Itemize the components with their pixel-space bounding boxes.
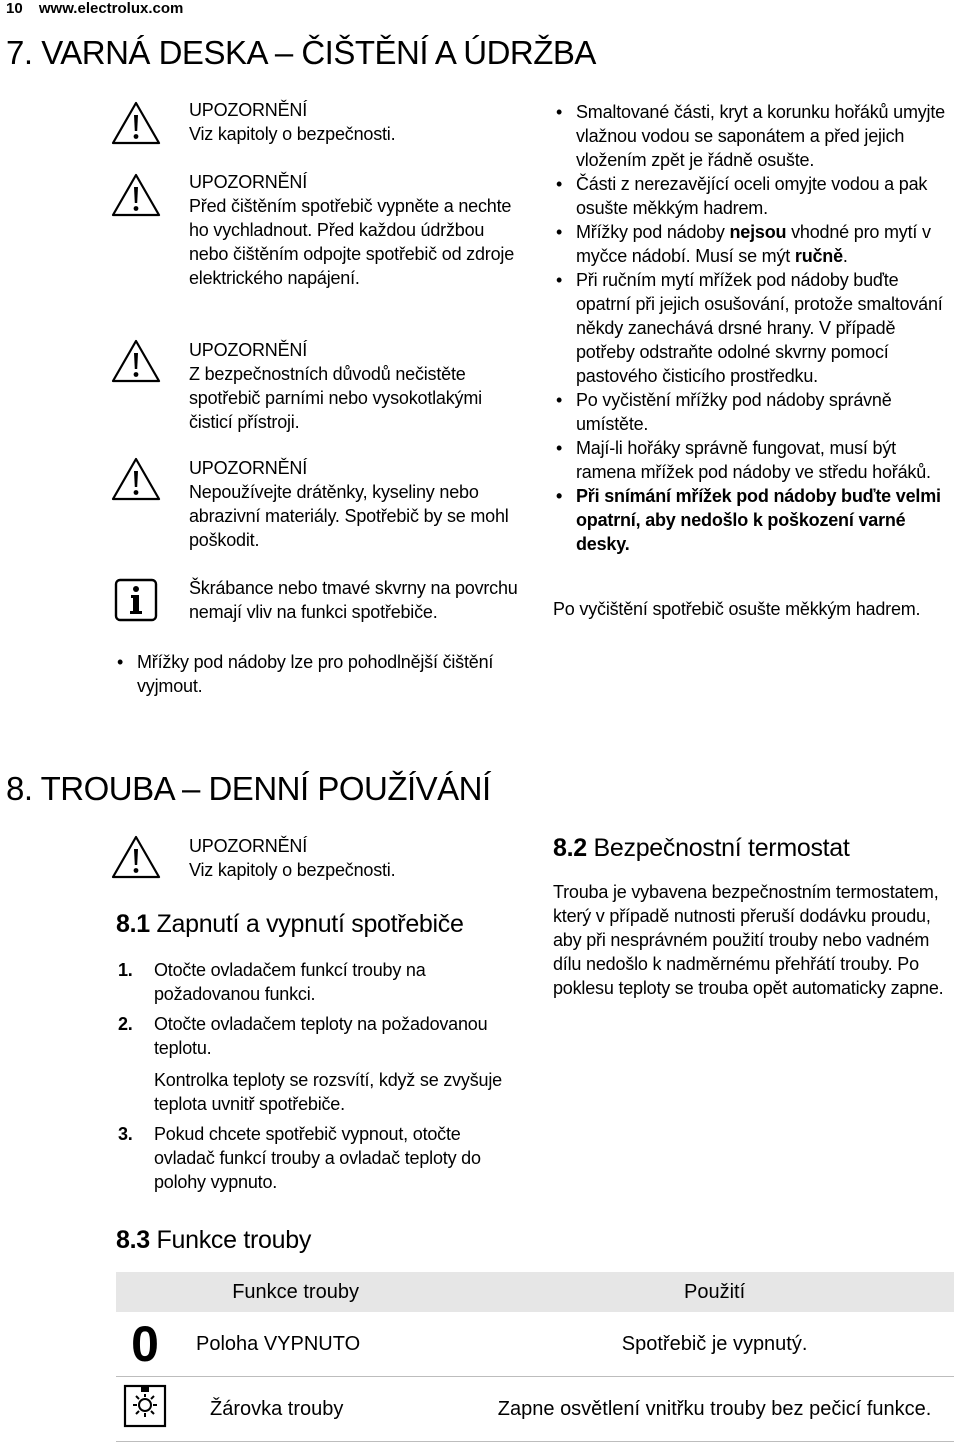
warning-text: Viz kapitoly o bezpečnosti.: [189, 860, 396, 880]
subsection-8-3-title: 8.3 Funkce trouby: [116, 1226, 312, 1254]
warning-title: UPOZORNĚNÍ: [189, 340, 308, 360]
info-text: Škrábance nebo tmavé skvrny na povrchu nemají vliv na funkci spotřebiče.: [189, 578, 518, 622]
warning-block: [189, 456, 524, 552]
thermostat-text: Trouba je vybavena bezpečnostním termostatem, který v případě nutnosti přeruší dodávku proudu, aby při nesprávném použití trouby nebo vadném dílu nedošlo k nadměrnému přehřátí trouby. Po poklesu teploty se trouba opět automaticky zapne.: [553, 882, 944, 998]
subsection-8-2-title: 8.2 Bezpečnostní termostat: [553, 834, 850, 862]
oven-functions-table: [116, 1272, 954, 1442]
left-bullet-list: [114, 650, 534, 698]
step-item: 2. Otočte ovladačem teploty na požadovanou teplotu. Kontrolka teploty se rozsvítí, když se zvyšuje teplota uvnitř spotřebiče.: [118, 1012, 518, 1116]
table-header-row: [116, 1272, 954, 1312]
list-item: • Mřížky pod nádoby lze pro pohodlnější čištění vyjmout.: [114, 650, 534, 698]
warning-icon: [110, 100, 162, 146]
warning-block: [189, 834, 524, 882]
step-item: 1. Otočte ovladačem funkcí trouby na požadovanou funkci.: [118, 960, 426, 1004]
table-cell: Poloha VYPNUTO: [174, 1312, 475, 1377]
table-cell: Zapne osvětlení vnitřku trouby bez pečicí funkce.: [475, 1377, 954, 1442]
list-item: • Po vyčistění mřížky pod nádoby správně umístěte.: [553, 388, 953, 436]
steps-list: [118, 958, 518, 1194]
warning-title: UPOZORNĚNÍ: [189, 172, 308, 192]
warning-block: [189, 170, 524, 290]
step-note: Kontrolka teploty se rozsvítí, když se zvyšuje teplota uvnitř spotřebiče.: [154, 1070, 502, 1114]
table-header-cell: Použití: [475, 1272, 954, 1312]
warning-block: [189, 98, 524, 146]
warning-text: Viz kapitoly o bezpečnosti.: [189, 124, 396, 144]
warning-block: [189, 338, 524, 434]
table-header-cell: Funkce trouby: [116, 1272, 475, 1312]
table-row: [116, 1312, 954, 1377]
warning-icon: [110, 834, 162, 880]
warning-title: UPOZORNĚNÍ: [189, 836, 308, 856]
info-icon: [114, 578, 158, 622]
section-7-title: 7. VARNÁ DESKA – ČIŠTĚNÍ A ÚDRŽBA: [6, 34, 596, 71]
list-item: • Při ručním mytí mřížek pod nádoby buďte opatrní při jejich osušování, protože smaltování někdy zanechává drsné hrany. V případě potřeby odstraňte odolné skvrny pomocí pastového čisticího prostředku.: [553, 268, 953, 388]
table-row: [116, 1377, 954, 1442]
right-footer-text: Po vyčištění spotřebič osušte měkkým hadrem.: [553, 599, 921, 619]
warning-icon: [110, 338, 162, 384]
list-item: • Mají-li hořáky správně fungovat, musí být ramena mřížek pod nádoby ve středu hořáků.: [553, 436, 953, 484]
warning-title: UPOZORNĚNÍ: [189, 458, 308, 478]
oven-lamp-icon: [116, 1377, 174, 1442]
right-bullet-list: [553, 100, 953, 556]
warning-icon: [110, 456, 162, 502]
table-cell: Spotřebič je vypnutý.: [475, 1312, 954, 1377]
warning-text: Nepoužívejte drátěnky, kyseliny nebo abrazivní materiály. Spotřebič by se mohl poškodit.: [189, 482, 509, 550]
step-item: 3. Pokud chcete spotřebič vypnout, otočte ovladač funkcí trouby a ovladač teploty do polohy vypnuto.: [118, 1124, 481, 1192]
page-number: 10: [6, 0, 23, 17]
page-header: [6, 0, 195, 17]
warning-text: Z bezpečnostních důvodů nečistěte spotřebič parními nebo vysokotlakými čisticí přístroji.: [189, 364, 482, 432]
section-8-title: 8. TROUBA – DENNÍ POUŽÍVÁNÍ: [6, 770, 491, 807]
list-item: • Mřížky pod nádoby nejsou vhodné pro mytí v myčce nádobí. Musí se mýt ručně.: [553, 220, 953, 268]
warning-text: Před čištěním spotřebič vypněte a nechte ho vychladnout. Před každou údržbou nebo čištěním odpojte spotřebič od zdroje elektrického napájení.: [189, 196, 515, 288]
warning-icon: [110, 172, 162, 218]
warning-title: UPOZORNĚNÍ: [189, 100, 308, 120]
subsection-8-1-title: 8.1 Zapnutí a vypnutí spotřebiče: [116, 910, 464, 938]
site-url: www.electrolux.com: [38, 0, 184, 17]
off-position-icon: 0: [116, 1312, 174, 1377]
table-cell: Žárovka trouby: [174, 1377, 475, 1442]
list-item: • Části z nerezavějící oceli omyjte vodou a pak osušte měkkým hadrem.: [553, 172, 953, 220]
oven-lamp-icon: [122, 1383, 168, 1429]
list-item: • Při snímání mřížek pod nádoby buďte velmi opatrní, aby nedošlo k poškození varné desky.: [553, 484, 953, 556]
list-item: • Smaltované části, kryt a korunku hořáků umyjte vlažnou vodou se saponátem a před jejich vložením zpět je řádně osušte.: [553, 100, 953, 172]
